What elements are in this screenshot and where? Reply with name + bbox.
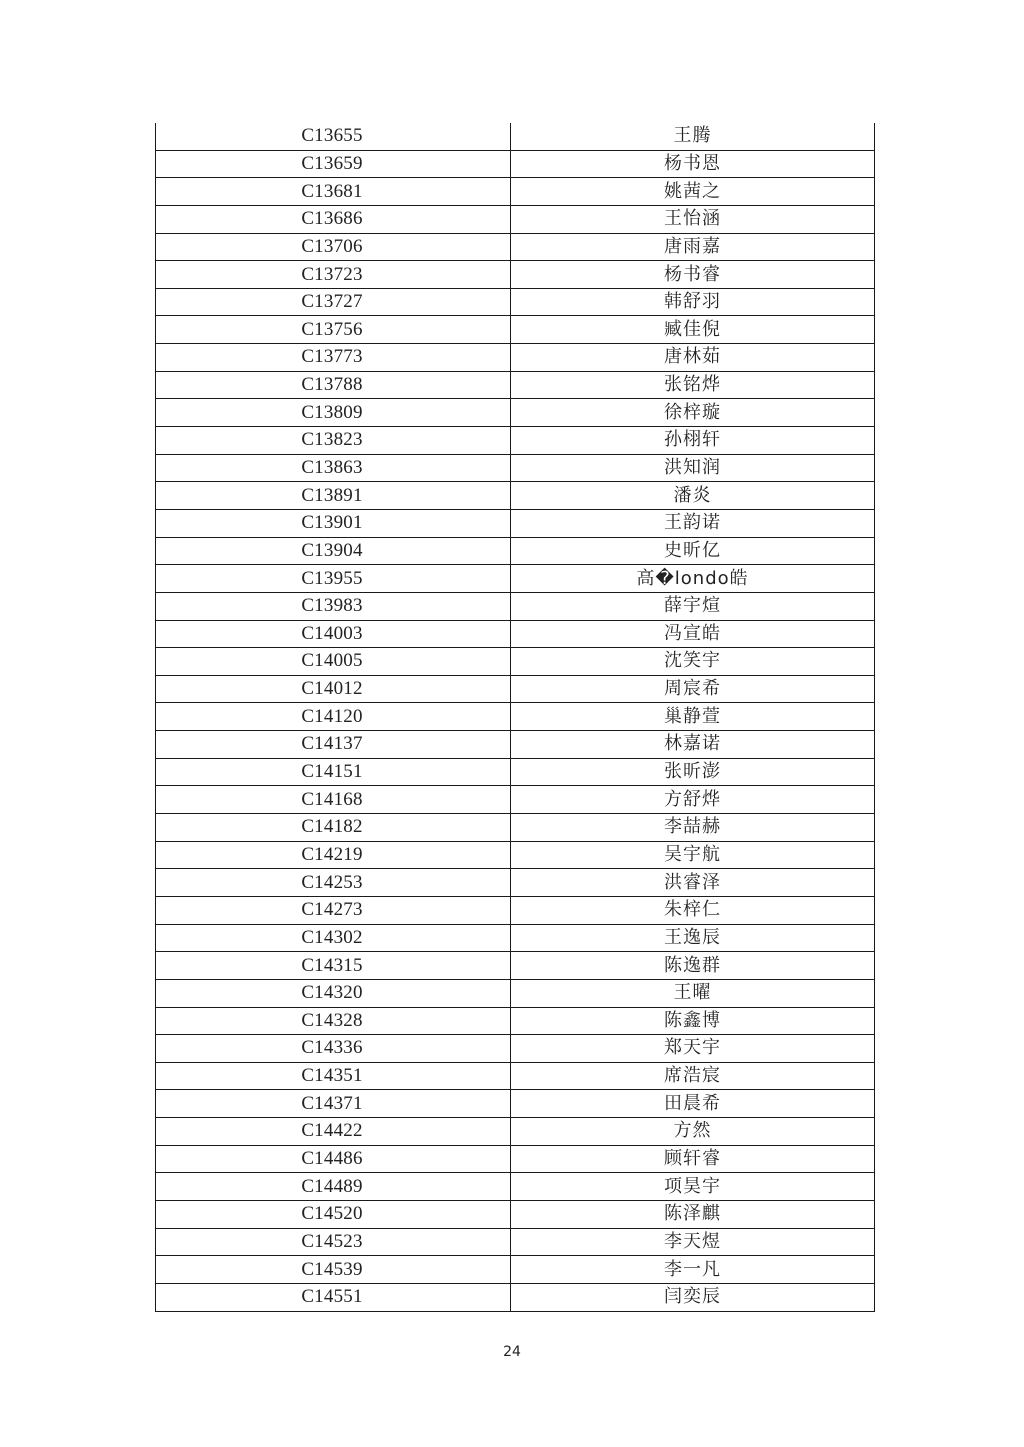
table-row: [156, 952, 875, 980]
student-name-cell: 周宸希: [511, 675, 875, 703]
student-name-cell: 朱梓仁: [511, 896, 875, 924]
student-id-cell: C13655: [156, 123, 511, 150]
table-row: [156, 482, 875, 510]
student-id-cell: C14302: [156, 924, 511, 952]
table-row: [156, 896, 875, 924]
student-name-cell: 郑天宇: [511, 1035, 875, 1063]
student-name-cell: 项昊宇: [511, 1173, 875, 1201]
table-row: [156, 841, 875, 869]
student-name-cell: 唐林茹: [511, 344, 875, 372]
student-name-cell: 陈逸群: [511, 952, 875, 980]
roster-table-body: [156, 123, 875, 1311]
student-name-cell: 姚茜之: [511, 178, 875, 206]
student-name-cell: 徐梓璇: [511, 399, 875, 427]
student-name-cell: 张昕澎: [511, 758, 875, 786]
student-name-cell: 陈泽麒: [511, 1200, 875, 1228]
table-row: [156, 869, 875, 897]
table-row: [156, 1062, 875, 1090]
student-id-cell: C13686: [156, 205, 511, 233]
student-name-cell: 唐雨嘉: [511, 233, 875, 261]
student-id-cell: C14551: [156, 1283, 511, 1311]
student-name-cell: 王韵诺: [511, 509, 875, 537]
student-id-cell: C14336: [156, 1035, 511, 1063]
student-name-cell: 薛宇煊: [511, 592, 875, 620]
student-id-cell: C13773: [156, 344, 511, 372]
student-id-cell: C14151: [156, 758, 511, 786]
student-id-cell: C13891: [156, 482, 511, 510]
student-id-cell: C13756: [156, 316, 511, 344]
student-id-cell: C14320: [156, 979, 511, 1007]
student-id-cell: C13809: [156, 399, 511, 427]
student-id-cell: C13723: [156, 261, 511, 289]
student-name-cell: 田晨希: [511, 1090, 875, 1118]
student-name-cell: 席浩宸: [511, 1062, 875, 1090]
student-id-cell: C14005: [156, 648, 511, 676]
table-row: [156, 786, 875, 814]
table-row: [156, 814, 875, 842]
student-id-cell: C13955: [156, 565, 511, 593]
student-name-cell: 吴宇航: [511, 841, 875, 869]
student-name-cell: 闫奕辰: [511, 1283, 875, 1311]
student-id-cell: C14351: [156, 1062, 511, 1090]
page-number: 24: [503, 1344, 521, 1360]
table-row: [156, 178, 875, 206]
student-name-cell: 杨书恩: [511, 150, 875, 178]
table-row: [156, 344, 875, 372]
student-name-cell: 李喆赫: [511, 814, 875, 842]
student-name-cell: 顾轩睿: [511, 1145, 875, 1173]
student-name-cell: 林嘉诺: [511, 731, 875, 759]
student-name-cell: 洪知润: [511, 454, 875, 482]
student-name-cell: 李天煜: [511, 1228, 875, 1256]
student-id-cell: C14253: [156, 869, 511, 897]
table-row: [156, 1007, 875, 1035]
table-row: [156, 371, 875, 399]
student-name-cell: 洪睿泽: [511, 869, 875, 897]
table-row: [156, 1283, 875, 1311]
student-id-cell: C14328: [156, 1007, 511, 1035]
student-name-cell: 臧佳倪: [511, 316, 875, 344]
student-id-cell: C14182: [156, 814, 511, 842]
student-id-cell: C14273: [156, 896, 511, 924]
student-id-cell: C14523: [156, 1228, 511, 1256]
student-id-cell: C14219: [156, 841, 511, 869]
student-name-cell: 李一凡: [511, 1256, 875, 1284]
student-id-cell: C13659: [156, 150, 511, 178]
student-name-cell: 杨书睿: [511, 261, 875, 289]
table-row: [156, 509, 875, 537]
table-row: [156, 1035, 875, 1063]
table-row: [156, 1118, 875, 1146]
student-name-cell: 韩舒羽: [511, 288, 875, 316]
student-name-cell: 王腾: [511, 123, 875, 150]
table-row: [156, 399, 875, 427]
student-id-cell: C13904: [156, 537, 511, 565]
student-name-cell: 方然: [511, 1118, 875, 1146]
table-row: [156, 565, 875, 593]
student-name-cell: 方舒烨: [511, 786, 875, 814]
table-row: [156, 454, 875, 482]
student-name-cell: 王怡涵: [511, 205, 875, 233]
student-id-cell: C13788: [156, 371, 511, 399]
roster-table: [155, 123, 875, 1312]
table-row: [156, 620, 875, 648]
student-name-cell: 潘炎: [511, 482, 875, 510]
table-row: [156, 316, 875, 344]
table-row: [156, 1173, 875, 1201]
student-id-cell: C14520: [156, 1200, 511, 1228]
student-id-cell: C13681: [156, 178, 511, 206]
student-name-cell: 王曜: [511, 979, 875, 1007]
student-id-cell: C14003: [156, 620, 511, 648]
student-id-cell: C13863: [156, 454, 511, 482]
table-row: [156, 924, 875, 952]
table-row: [156, 979, 875, 1007]
table-row: [156, 1228, 875, 1256]
student-id-cell: C13983: [156, 592, 511, 620]
table-row: [156, 1090, 875, 1118]
student-id-cell: C14486: [156, 1145, 511, 1173]
student-id-cell: C14012: [156, 675, 511, 703]
table-row: [156, 1256, 875, 1284]
student-id-cell: C14315: [156, 952, 511, 980]
table-row: [156, 758, 875, 786]
student-id-cell: C14422: [156, 1118, 511, 1146]
student-id-cell: C14371: [156, 1090, 511, 1118]
student-name-cell: 张铭烨: [511, 371, 875, 399]
table-row: [156, 427, 875, 455]
student-name-cell: 高�londo皓: [511, 565, 875, 593]
student-id-cell: C13901: [156, 509, 511, 537]
table-row: [156, 123, 875, 150]
student-id-cell: C13823: [156, 427, 511, 455]
table-row: [156, 205, 875, 233]
student-id-cell: C13727: [156, 288, 511, 316]
table-row: [156, 1200, 875, 1228]
table-row: [156, 731, 875, 759]
table-row: [156, 592, 875, 620]
student-id-cell: C14539: [156, 1256, 511, 1284]
student-id-cell: C14168: [156, 786, 511, 814]
student-id-cell: C14489: [156, 1173, 511, 1201]
student-id-cell: C13706: [156, 233, 511, 261]
student-name-cell: 巢静萱: [511, 703, 875, 731]
table-row: [156, 703, 875, 731]
student-name-cell: 陈鑫博: [511, 1007, 875, 1035]
table-row: [156, 233, 875, 261]
table-row: [156, 675, 875, 703]
student-name-cell: 史昕亿: [511, 537, 875, 565]
student-name-cell: 冯宣皓: [511, 620, 875, 648]
table-row: [156, 261, 875, 289]
table-row: [156, 150, 875, 178]
table-row: [156, 537, 875, 565]
table-row: [156, 288, 875, 316]
table-row: [156, 1145, 875, 1173]
student-id-cell: C14120: [156, 703, 511, 731]
table-row: [156, 648, 875, 676]
student-name-cell: 沈笑宇: [511, 648, 875, 676]
student-id-cell: C14137: [156, 731, 511, 759]
student-name-cell: 王逸辰: [511, 924, 875, 952]
student-name-cell: 孙栩轩: [511, 427, 875, 455]
